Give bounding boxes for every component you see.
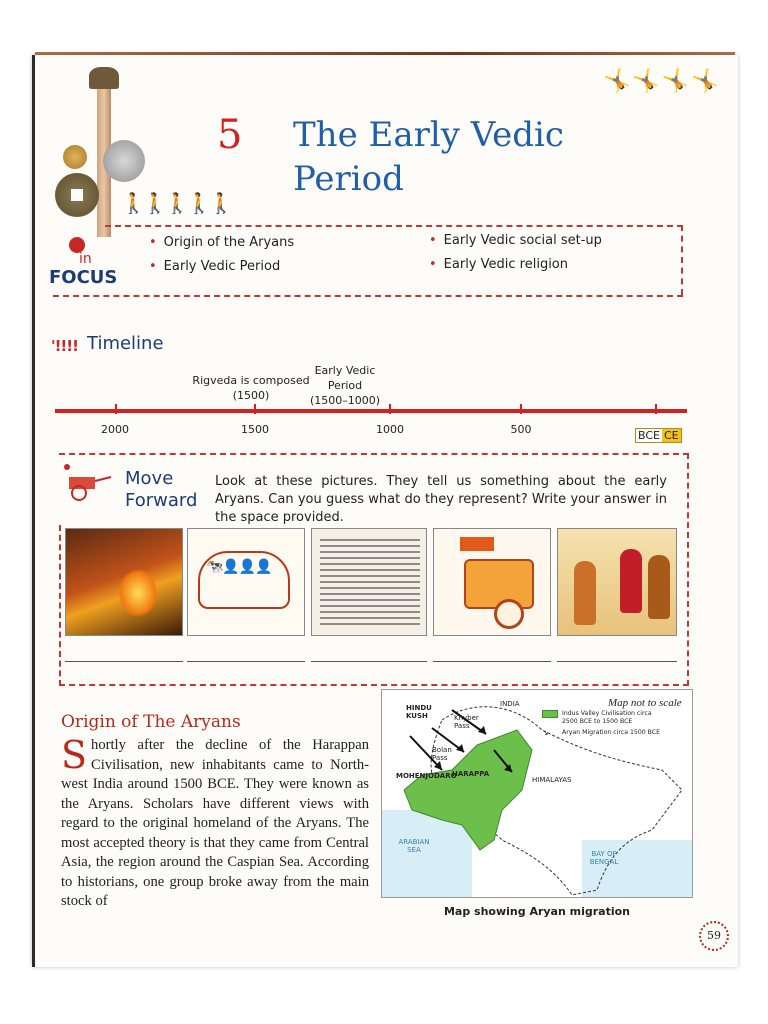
in-focus-box <box>49 225 683 297</box>
focus-label: FOCUS <box>49 267 118 288</box>
map-label-himalayas: HIMALAYAS <box>532 776 572 784</box>
timeline-event-rigveda: Rigveda is composed (1500) <box>192 374 310 402</box>
ivc-swatch <box>542 710 558 718</box>
timeline-tick <box>655 404 657 414</box>
timeline-year: 500 <box>510 423 532 436</box>
map-legend: Indus Valley Civilisation circa 2500 BCE to 1500 BCE ↘ Aryan Migration circa 1500 BCE <box>542 710 661 737</box>
chapter-title: The Early Vedic Period <box>293 115 564 199</box>
chariot-icon <box>57 463 113 503</box>
timeline-tick <box>254 404 256 414</box>
vedic-women-painting-picture <box>557 528 677 636</box>
timeline-year: 1500 <box>241 423 269 436</box>
map-label-mohenjodaro: MOHENJODARO <box>396 772 457 780</box>
human-evolution-icon: 🚶🚶🚶🚶🚶 <box>121 191 231 215</box>
square-hole-coin-icon <box>55 173 99 217</box>
focus-item: • Early Vedic social set-up <box>429 233 602 248</box>
gold-coin-icon <box>63 145 87 169</box>
vedic-manuscript-picture <box>311 528 427 636</box>
textbook-page <box>32 55 738 967</box>
chariot-painting-picture <box>433 528 551 636</box>
map-label-arabian-sea: ARABIAN SEA <box>398 838 430 854</box>
section-heading: Origin of The Aryans <box>61 712 241 732</box>
drop-cap: S <box>61 733 88 777</box>
focus-item: • Early Vedic Period <box>149 259 281 274</box>
timeline-title: Timeline <box>87 333 164 354</box>
cattle-painting-picture: 🐄👤👤👤 <box>187 528 305 636</box>
timeline-year: 1000 <box>376 423 404 436</box>
map-label-bolan: Bolan Pass <box>432 746 452 762</box>
origin-paragraph: Shortly after the decline of the Harappan Civilisation, new inhabitants came to North-west India around 1500 BCE. They were known as the Aryans. Scholars have different views with regard to the original homeland of the Aryans. The most accepted theory is that they came from Central Asia, the region around the Caspian Sea. According to historians, one group broke away from the main stock of <box>61 733 369 909</box>
timeline-year: 2000 <box>101 423 129 436</box>
map-label-khyber: Khyber Pass <box>454 714 479 730</box>
map-label-india: INDIA <box>500 700 520 708</box>
answer-line-5[interactable] <box>557 661 677 662</box>
timeline-tick <box>389 404 391 414</box>
page-number: 59 <box>699 921 729 951</box>
move-forward-title: Move Forward <box>125 468 198 511</box>
focus-list-left <box>149 231 294 279</box>
migration-arrow-icon: ↘ <box>542 728 549 737</box>
silver-coin-icon <box>103 140 145 182</box>
answer-line-3[interactable] <box>311 661 427 662</box>
aryan-migration-map <box>381 689 693 898</box>
focus-in-label: in <box>79 251 92 267</box>
timeline-bar <box>55 409 687 413</box>
tribal-dancers-icon: 🤸🤸🤸🤸 <box>603 69 721 94</box>
timeline-tick <box>520 404 522 414</box>
chapter-number: 5 <box>217 112 243 158</box>
picture-row <box>65 528 679 636</box>
timeline-event-early-vedic: Early Vedic Period (1500–1000) <box>309 364 381 407</box>
timeline-tick <box>115 404 117 414</box>
timeline-icon: '!!!! <box>51 337 78 355</box>
answer-line-1[interactable] <box>65 661 183 662</box>
focus-item: • Origin of the Aryans <box>149 235 295 250</box>
map-label-harappa: HARAPPA <box>452 770 490 778</box>
focus-list-right <box>429 229 602 277</box>
answer-line-4[interactable] <box>433 661 551 662</box>
bce-ce-marker: BCE CE <box>635 428 682 443</box>
move-forward-instruction: Look at these pictures. They tell us something about the early Aryans. Can you guess what do they represent? Write your answer in the space provided. <box>215 474 667 525</box>
fire-ritual-picture <box>65 528 183 636</box>
map-label-hindu-kush: HINDU KUSH <box>406 704 432 720</box>
answer-line-2[interactable] <box>187 661 305 662</box>
map-caption: Map showing Aryan migration <box>443 905 631 918</box>
map-label-bay-of-bengal: BAY OF BENGAL <box>589 850 619 866</box>
focus-item: • Early Vedic religion <box>429 257 568 272</box>
map-scale-note: Map not to scale <box>608 697 682 709</box>
